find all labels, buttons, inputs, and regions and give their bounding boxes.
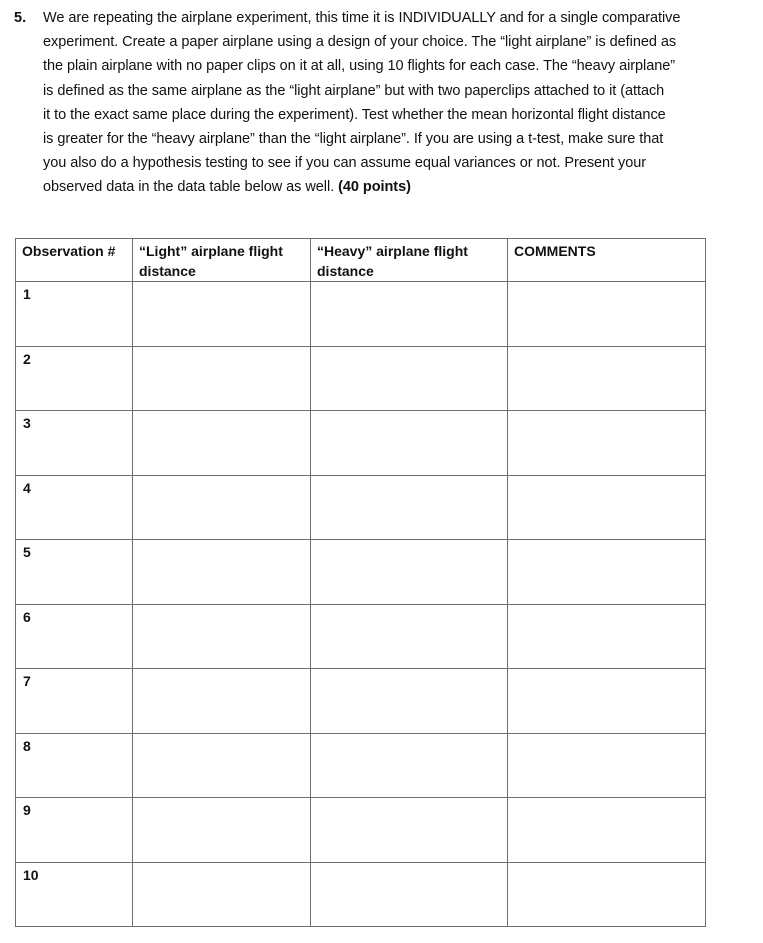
comments-cell[interactable] — [508, 862, 706, 927]
light-distance-cell[interactable] — [133, 604, 311, 669]
table-row — [16, 669, 706, 734]
observation-table — [15, 238, 706, 927]
question-number: 5. — [14, 10, 27, 26]
heavy-distance-cell[interactable] — [311, 733, 508, 798]
light-distance-cell[interactable] — [133, 862, 311, 927]
comments-cell[interactable] — [508, 669, 706, 734]
table-header-row — [16, 239, 706, 282]
question-line: it to the exact same place during the experiment). Test whether the mean horizontal flight distance — [43, 106, 666, 123]
heavy-distance-cell[interactable] — [311, 475, 508, 540]
question-line: is greater for the “heavy airplane” than the “light airplane”. If you are using a t-test, make sure that — [43, 131, 664, 148]
header-light-distance: “Light” airplane flight distance — [133, 239, 311, 282]
table-row — [16, 411, 706, 476]
table-row — [16, 540, 706, 605]
table-row — [16, 733, 706, 798]
heavy-distance-cell[interactable] — [311, 669, 508, 734]
comments-cell[interactable] — [508, 475, 706, 540]
comments-cell[interactable] — [508, 540, 706, 605]
heavy-distance-cell[interactable] — [311, 540, 508, 605]
table-row — [16, 862, 706, 927]
heavy-distance-cell[interactable] — [311, 862, 508, 927]
heavy-distance-cell[interactable] — [311, 282, 508, 347]
comments-cell[interactable] — [508, 733, 706, 798]
question-block — [14, 6, 754, 200]
comments-cell[interactable] — [508, 346, 706, 411]
question-line: experiment. Create a paper airplane using a design of your choice. The “light airplane” is defined as — [43, 34, 677, 51]
comments-cell[interactable] — [508, 604, 706, 669]
heavy-distance-cell[interactable] — [311, 411, 508, 476]
heavy-distance-cell[interactable] — [311, 346, 508, 411]
light-distance-cell[interactable] — [133, 346, 311, 411]
question-line: We are repeating the airplane experiment, this time it is INDIVIDUALLY and for a single comparative — [43, 10, 681, 26]
light-distance-cell[interactable] — [133, 475, 311, 540]
light-distance-cell[interactable] — [133, 798, 311, 863]
observation-number: 6 — [16, 604, 133, 669]
comments-cell[interactable] — [508, 798, 706, 863]
observation-number: 7 — [16, 669, 133, 734]
observation-number: 9 — [16, 798, 133, 863]
table-row — [16, 798, 706, 863]
observation-number: 5 — [16, 540, 133, 605]
header-comments: COMMENTS — [508, 239, 706, 282]
question-line: observed data in the data table below as well. — [43, 179, 335, 196]
light-distance-cell[interactable] — [133, 540, 311, 605]
observation-number: 4 — [16, 475, 133, 540]
observation-number: 1 — [16, 282, 133, 347]
observation-number: 10 — [16, 862, 133, 927]
comments-cell[interactable] — [508, 282, 706, 347]
table-row — [16, 475, 706, 540]
question-text — [43, 6, 754, 200]
light-distance-cell[interactable] — [133, 733, 311, 798]
heavy-distance-cell[interactable] — [311, 604, 508, 669]
heavy-distance-cell[interactable] — [311, 798, 508, 863]
light-distance-cell[interactable] — [133, 669, 311, 734]
question-last-line — [43, 175, 754, 199]
comments-cell[interactable] — [508, 411, 706, 476]
light-distance-cell[interactable] — [133, 282, 311, 347]
question-line: you also do a hypothesis testing to see if you can assume equal variances or not. Present your — [43, 155, 647, 172]
observation-number: 8 — [16, 733, 133, 798]
observation-number: 2 — [16, 346, 133, 411]
table-row — [16, 604, 706, 669]
header-heavy-distance: “Heavy” airplane flight distance — [311, 239, 508, 282]
light-distance-cell[interactable] — [133, 411, 311, 476]
observation-number: 3 — [16, 411, 133, 476]
header-observation: Observation # — [16, 239, 133, 282]
question-line: the plain airplane with no paper clips on it at all, using 10 flights for each case. The “heavy airplane” — [43, 58, 676, 75]
question-line: is defined as the same airplane as the “light airplane” but with two paperclips attached to it (attach — [43, 82, 665, 99]
points-label: (40 points) — [338, 179, 411, 196]
table-row — [16, 282, 706, 347]
table-row — [16, 346, 706, 411]
